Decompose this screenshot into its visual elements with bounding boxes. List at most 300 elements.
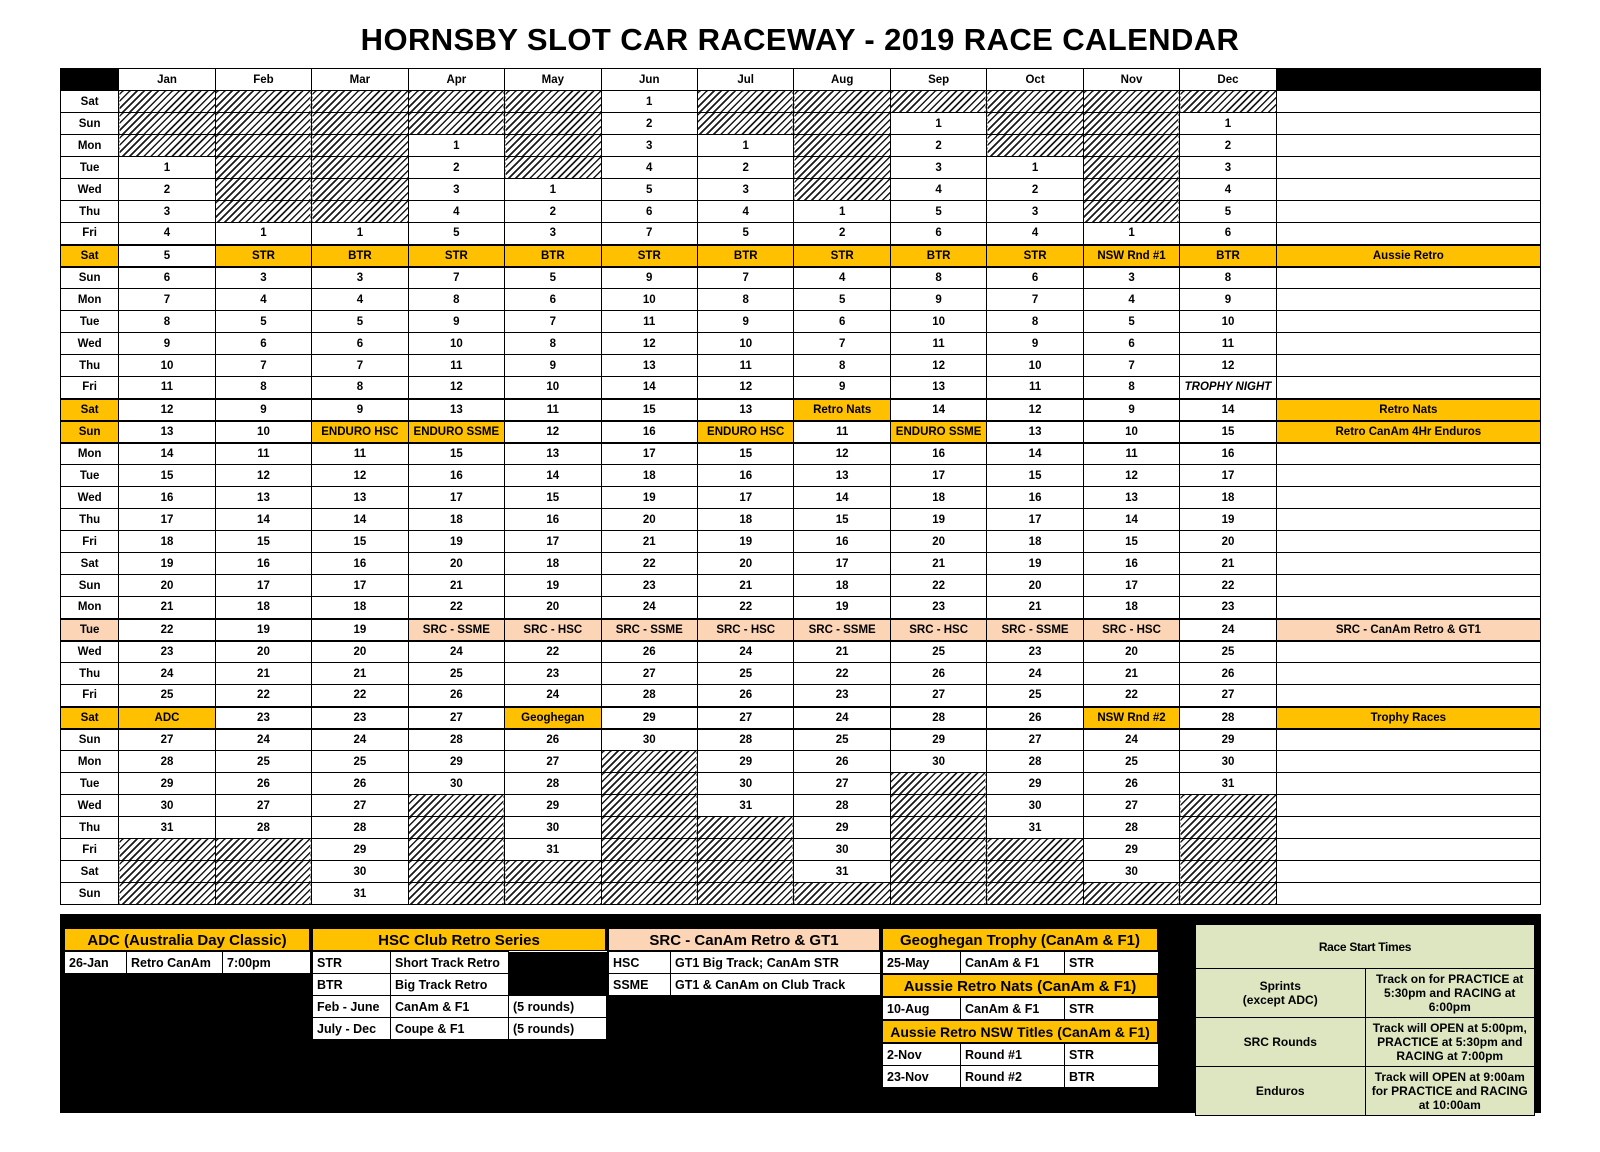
date-cell: 23 xyxy=(987,641,1083,663)
date-cell: 18 xyxy=(987,531,1083,553)
legend-geoghegan-row xyxy=(883,952,1159,974)
date-cell: 19 xyxy=(408,531,504,553)
race-calendar-table xyxy=(60,68,1541,905)
event-cell: NSW Rnd #2 xyxy=(1083,707,1179,729)
note-cell-event: Retro CanAm 4Hr Enduros xyxy=(1276,421,1540,443)
date-cell: 17 xyxy=(505,531,601,553)
date-cell: 31 xyxy=(1180,773,1276,795)
no-day-cell xyxy=(601,817,697,839)
date-cell: 27 xyxy=(215,795,311,817)
weekday-label: Tue xyxy=(61,773,119,795)
note-cell-empty xyxy=(1276,531,1540,553)
weekday-label: Mon xyxy=(61,135,119,157)
legend-src-cell: GT1 Big Track; CanAm STR xyxy=(671,952,881,974)
date-cell: 29 xyxy=(408,751,504,773)
month-header-oct: Oct xyxy=(987,69,1083,91)
date-cell: 9 xyxy=(1180,289,1276,311)
date-cell: 6 xyxy=(794,311,890,333)
date-cell: 13 xyxy=(697,399,793,421)
date-cell: 10 xyxy=(601,289,697,311)
date-cell: 23 xyxy=(119,641,215,663)
legend-aussie-nats-cell: STR xyxy=(1065,998,1159,1020)
no-day-cell xyxy=(1083,883,1179,905)
weekday-label: Thu xyxy=(61,817,119,839)
date-cell: 10 xyxy=(215,421,311,443)
legend-hsc-cell: (5 rounds) xyxy=(509,996,607,1018)
calendar-row-7 xyxy=(61,245,1541,267)
date-cell: 20 xyxy=(505,597,601,619)
date-cell: 13 xyxy=(215,487,311,509)
date-cell: 24 xyxy=(505,685,601,707)
calendar-row-32 xyxy=(61,795,1541,817)
date-cell: 3 xyxy=(408,179,504,201)
no-day-cell xyxy=(119,861,215,883)
no-day-cell xyxy=(697,861,793,883)
no-day-cell xyxy=(215,157,311,179)
date-cell: 11 xyxy=(1180,333,1276,355)
legend-aussie-nsw-cell: 23-Nov xyxy=(883,1066,961,1088)
note-cell-event: SRC - CanAm Retro & GT1 xyxy=(1276,619,1540,641)
event-cell: SRC - SSME xyxy=(601,619,697,641)
date-cell: 4 xyxy=(1083,289,1179,311)
event-cell: SRC - HSC xyxy=(505,619,601,641)
legend-hsc-cell: Big Track Retro xyxy=(391,974,509,996)
date-cell: 6 xyxy=(1083,333,1179,355)
calendar-row-8 xyxy=(61,267,1541,289)
date-cell: 15 xyxy=(408,443,504,465)
date-cell: 5 xyxy=(215,311,311,333)
legend-hsc-row xyxy=(313,952,607,974)
date-cell: 30 xyxy=(697,773,793,795)
calendar-row-3 xyxy=(61,157,1541,179)
date-cell: 22 xyxy=(505,641,601,663)
date-cell: 14 xyxy=(312,509,408,531)
date-cell: 28 xyxy=(312,817,408,839)
date-cell: 9 xyxy=(119,333,215,355)
note-cell-empty xyxy=(1276,575,1540,597)
no-day-cell xyxy=(1180,817,1276,839)
no-day-cell xyxy=(890,773,986,795)
date-cell: 2 xyxy=(119,179,215,201)
date-cell: 15 xyxy=(119,465,215,487)
date-cell: 17 xyxy=(408,487,504,509)
weekday-label: Thu xyxy=(61,201,119,223)
date-cell: 28 xyxy=(794,795,890,817)
date-cell: 13 xyxy=(505,443,601,465)
no-day-cell xyxy=(312,157,408,179)
legend-adc-cell: 7:00pm xyxy=(223,952,311,974)
date-cell: 22 xyxy=(794,663,890,685)
no-day-cell xyxy=(1180,883,1276,905)
no-day-cell xyxy=(601,861,697,883)
date-cell: 29 xyxy=(119,773,215,795)
month-header-jun: Jun xyxy=(601,69,697,91)
no-day-cell xyxy=(215,883,311,905)
legend-hsc xyxy=(312,928,606,1040)
date-cell: 9 xyxy=(1083,399,1179,421)
date-cell: 17 xyxy=(987,509,1083,531)
date-cell: 14 xyxy=(987,443,1083,465)
date-cell: 1 xyxy=(890,113,986,135)
date-cell: 28 xyxy=(1180,707,1276,729)
legend-hsc-row xyxy=(313,1018,607,1040)
legend-hsc-title: HSC Club Retro Series xyxy=(312,928,606,951)
date-cell: 18 xyxy=(1180,487,1276,509)
date-cell: 28 xyxy=(697,729,793,751)
legend-aussie-nsw-cell: BTR xyxy=(1065,1066,1159,1088)
note-cell-empty xyxy=(1276,443,1540,465)
event-cell: BTR xyxy=(890,245,986,267)
date-cell: 19 xyxy=(215,619,311,641)
date-cell: 28 xyxy=(215,817,311,839)
weekday-label: Sat xyxy=(61,553,119,575)
date-cell: 3 xyxy=(987,201,1083,223)
no-day-cell xyxy=(697,817,793,839)
weekday-label: Fri xyxy=(61,223,119,245)
date-cell: 27 xyxy=(601,663,697,685)
date-cell: 26 xyxy=(312,773,408,795)
date-cell: 2 xyxy=(987,179,1083,201)
legend-src-cell: SSME xyxy=(609,974,671,996)
date-cell: 5 xyxy=(1180,201,1276,223)
weekday-label: Sun xyxy=(61,421,119,443)
date-cell: 5 xyxy=(408,223,504,245)
page-title: HORNSBY SLOT CAR RACEWAY - 2019 RACE CALENDAR xyxy=(360,22,1240,57)
weekday-label: Wed xyxy=(61,487,119,509)
date-cell: 28 xyxy=(505,773,601,795)
no-day-cell xyxy=(408,113,504,135)
calendar-row-9 xyxy=(61,289,1541,311)
date-cell: 17 xyxy=(215,575,311,597)
calendar-row-27 xyxy=(61,685,1541,707)
date-cell: 11 xyxy=(505,399,601,421)
date-cell: 26 xyxy=(1180,663,1276,685)
date-cell: 13 xyxy=(119,421,215,443)
calendar-row-2 xyxy=(61,135,1541,157)
date-cell: 19 xyxy=(505,575,601,597)
month-header-may: May xyxy=(505,69,601,91)
date-cell: 11 xyxy=(697,355,793,377)
date-cell: 14 xyxy=(505,465,601,487)
date-cell: 30 xyxy=(890,751,986,773)
date-cell: 12 xyxy=(697,377,793,399)
legend-adc xyxy=(64,928,310,974)
date-cell: 23 xyxy=(890,597,986,619)
date-cell: 26 xyxy=(1083,773,1179,795)
date-cell: 7 xyxy=(215,355,311,377)
date-cell: 3 xyxy=(890,157,986,179)
date-cell: 25 xyxy=(1180,641,1276,663)
date-cell: 12 xyxy=(601,333,697,355)
date-cell: 10 xyxy=(697,333,793,355)
event-cell: STR xyxy=(794,245,890,267)
calendar-row-35 xyxy=(61,861,1541,883)
no-day-cell xyxy=(119,91,215,113)
no-day-cell xyxy=(312,91,408,113)
race-start-times-label: Sprints (except ADC) xyxy=(1196,969,1366,1018)
no-day-cell xyxy=(1083,157,1179,179)
event-cell: STR xyxy=(408,245,504,267)
date-cell: 14 xyxy=(119,443,215,465)
date-cell: 21 xyxy=(601,531,697,553)
calendar-row-30 xyxy=(61,751,1541,773)
month-header-jul: Jul xyxy=(697,69,793,91)
note-cell-empty xyxy=(1276,113,1540,135)
date-cell: 13 xyxy=(890,377,986,399)
no-day-cell xyxy=(408,91,504,113)
legend-geoghegan-table xyxy=(882,951,1159,974)
date-cell: 28 xyxy=(987,751,1083,773)
date-cell: 16 xyxy=(794,531,890,553)
date-cell: 23 xyxy=(215,707,311,729)
date-cell: 30 xyxy=(794,839,890,861)
date-cell: 14 xyxy=(890,399,986,421)
date-cell: 15 xyxy=(601,399,697,421)
date-cell: 3 xyxy=(1083,267,1179,289)
month-header-feb: Feb xyxy=(215,69,311,91)
date-cell: 2 xyxy=(794,223,890,245)
note-cell-empty xyxy=(1276,729,1540,751)
calendar-row-19 xyxy=(61,509,1541,531)
date-cell: 16 xyxy=(215,553,311,575)
date-cell: 21 xyxy=(697,575,793,597)
no-day-cell xyxy=(987,883,1083,905)
note-cell-empty xyxy=(1276,157,1540,179)
no-day-cell xyxy=(987,135,1083,157)
date-cell: 8 xyxy=(408,289,504,311)
date-cell: 10 xyxy=(890,311,986,333)
race-start-times-label: SRC Rounds xyxy=(1196,1018,1366,1067)
calendar-body xyxy=(61,91,1541,905)
date-cell: 3 xyxy=(215,267,311,289)
date-cell: 19 xyxy=(697,531,793,553)
date-cell: 7 xyxy=(697,267,793,289)
date-cell: 7 xyxy=(1083,355,1179,377)
date-cell: 25 xyxy=(119,685,215,707)
date-cell: 3 xyxy=(312,267,408,289)
date-cell: 19 xyxy=(1180,509,1276,531)
date-cell: 29 xyxy=(697,751,793,773)
legend-aussie-nats-cell: 10-Aug xyxy=(883,998,961,1020)
date-cell: 27 xyxy=(794,773,890,795)
date-cell: 4 xyxy=(890,179,986,201)
weekday-label: Sat xyxy=(61,245,119,267)
event-cell: ADC xyxy=(119,707,215,729)
calendar-row-16 xyxy=(61,443,1541,465)
date-cell: 12 xyxy=(794,443,890,465)
no-day-cell xyxy=(215,201,311,223)
weekday-label: Sat xyxy=(61,861,119,883)
date-cell: 22 xyxy=(1083,685,1179,707)
month-header-mar: Mar xyxy=(312,69,408,91)
no-day-cell xyxy=(505,113,601,135)
month-header-dec: Dec xyxy=(1180,69,1276,91)
race-start-times-description: Track on for PRACTICE at 5:30pm and RACING at 6:00pm xyxy=(1365,969,1535,1018)
date-cell: 5 xyxy=(505,267,601,289)
event-cell: SRC - HSC xyxy=(697,619,793,641)
calendar-row-14 xyxy=(61,399,1541,421)
date-cell: 26 xyxy=(987,707,1083,729)
date-cell: 16 xyxy=(601,421,697,443)
legend-aussie-nsw-table xyxy=(882,1043,1159,1088)
date-cell: 28 xyxy=(408,729,504,751)
event-cell: SRC - SSME xyxy=(408,619,504,641)
no-day-cell xyxy=(408,795,504,817)
no-day-cell xyxy=(890,817,986,839)
month-header-sep: Sep xyxy=(890,69,986,91)
no-day-cell xyxy=(1083,113,1179,135)
date-cell: 14 xyxy=(215,509,311,531)
note-cell-empty xyxy=(1276,509,1540,531)
no-day-cell xyxy=(697,113,793,135)
no-day-cell xyxy=(119,883,215,905)
date-cell: 4 xyxy=(215,289,311,311)
date-cell: 16 xyxy=(987,487,1083,509)
date-cell: 8 xyxy=(987,311,1083,333)
note-cell-event: Trophy Races xyxy=(1276,707,1540,729)
date-cell: 15 xyxy=(215,531,311,553)
no-day-cell xyxy=(215,839,311,861)
date-cell: 22 xyxy=(215,685,311,707)
legend-hsc-row xyxy=(313,974,607,996)
note-cell-empty xyxy=(1276,179,1540,201)
date-cell: 18 xyxy=(890,487,986,509)
date-cell: 3 xyxy=(119,201,215,223)
date-cell: 31 xyxy=(312,883,408,905)
legend-aussie-nsw-cell: 2-Nov xyxy=(883,1044,961,1066)
no-day-cell xyxy=(1180,861,1276,883)
date-cell: 25 xyxy=(215,751,311,773)
date-cell: 31 xyxy=(697,795,793,817)
legend-hsc-cell: BTR xyxy=(313,974,391,996)
note-cell-event: Aussie Retro xyxy=(1276,245,1540,267)
note-cell-empty xyxy=(1276,751,1540,773)
date-cell: 26 xyxy=(697,685,793,707)
weekday-label: Sat xyxy=(61,707,119,729)
no-day-cell xyxy=(1083,201,1179,223)
date-cell: 6 xyxy=(119,267,215,289)
date-cell: 6 xyxy=(505,289,601,311)
date-cell: 30 xyxy=(505,817,601,839)
legend-adc-table xyxy=(64,951,311,974)
no-day-cell xyxy=(987,91,1083,113)
date-cell: 21 xyxy=(408,575,504,597)
date-cell: 4 xyxy=(794,267,890,289)
calendar-row-20 xyxy=(61,531,1541,553)
date-cell: 27 xyxy=(408,707,504,729)
legend-aussie-nats-title: Aussie Retro Nats (CanAm & F1) xyxy=(882,974,1158,997)
calendar-row-5 xyxy=(61,201,1541,223)
event-cell: SRC - HSC xyxy=(1083,619,1179,641)
date-cell: 22 xyxy=(119,619,215,641)
date-cell: 20 xyxy=(890,531,986,553)
date-cell: 20 xyxy=(1083,641,1179,663)
date-cell: 1 xyxy=(697,135,793,157)
legend-aussie-nsw-title: Aussie Retro NSW Titles (CanAm & F1) xyxy=(882,1020,1158,1043)
date-cell: 8 xyxy=(1180,267,1276,289)
date-cell: 18 xyxy=(697,509,793,531)
no-day-cell xyxy=(890,839,986,861)
date-cell: 11 xyxy=(794,421,890,443)
note-cell-empty xyxy=(1276,465,1540,487)
event-cell: STR xyxy=(601,245,697,267)
date-cell: 17 xyxy=(601,443,697,465)
date-cell: 23 xyxy=(1180,597,1276,619)
date-cell: 24 xyxy=(601,597,697,619)
date-cell: 16 xyxy=(119,487,215,509)
date-cell: 24 xyxy=(408,641,504,663)
note-cell-empty xyxy=(1276,311,1540,333)
note-cell-empty xyxy=(1276,135,1540,157)
race-start-times-row xyxy=(1196,969,1535,1018)
date-cell: 13 xyxy=(794,465,890,487)
note-cell-empty xyxy=(1276,685,1540,707)
no-day-cell xyxy=(408,883,504,905)
date-cell: 9 xyxy=(215,399,311,421)
note-cell-empty xyxy=(1276,377,1540,399)
event-cell: Geoghegan xyxy=(505,707,601,729)
date-cell: 15 xyxy=(794,509,890,531)
date-cell: 5 xyxy=(601,179,697,201)
event-cell: STR xyxy=(215,245,311,267)
date-cell: 16 xyxy=(890,443,986,465)
date-cell: 4 xyxy=(987,223,1083,245)
date-cell: 17 xyxy=(890,465,986,487)
no-day-cell xyxy=(505,135,601,157)
date-cell: 10 xyxy=(1083,421,1179,443)
date-cell: 22 xyxy=(1180,575,1276,597)
legend-hsc-row xyxy=(313,996,607,1018)
date-cell: 18 xyxy=(601,465,697,487)
no-day-cell xyxy=(601,773,697,795)
legend-hsc-cell xyxy=(509,952,607,974)
date-cell: 22 xyxy=(312,685,408,707)
no-day-cell xyxy=(697,883,793,905)
no-day-cell xyxy=(215,179,311,201)
weekday-label: Sun xyxy=(61,883,119,905)
date-cell: 5 xyxy=(697,223,793,245)
weekday-label: Fri xyxy=(61,377,119,399)
weekday-label: Thu xyxy=(61,663,119,685)
date-cell: 16 xyxy=(1180,443,1276,465)
date-cell: 14 xyxy=(1180,399,1276,421)
date-cell: 19 xyxy=(601,487,697,509)
weekday-label: Tue xyxy=(61,157,119,179)
date-cell: 19 xyxy=(312,619,408,641)
date-cell: 1 xyxy=(1180,113,1276,135)
legend-aussie-nats-cell: CanAm & F1 xyxy=(961,998,1065,1020)
date-cell: 16 xyxy=(505,509,601,531)
weekday-label: Sun xyxy=(61,729,119,751)
calendar-row-0 xyxy=(61,91,1541,113)
calendar-row-34 xyxy=(61,839,1541,861)
legend-src-table xyxy=(608,951,881,996)
no-day-cell xyxy=(601,751,697,773)
date-cell: 10 xyxy=(1180,311,1276,333)
race-start-times-heading: Race Start Times xyxy=(1196,925,1535,969)
date-cell: 1 xyxy=(505,179,601,201)
date-cell: 14 xyxy=(794,487,890,509)
date-cell: 22 xyxy=(890,575,986,597)
date-cell: 31 xyxy=(119,817,215,839)
legend-aussie-nsw-row xyxy=(883,1066,1159,1088)
date-cell: 6 xyxy=(312,333,408,355)
date-cell: 18 xyxy=(794,575,890,597)
date-cell: 24 xyxy=(1083,729,1179,751)
no-day-cell xyxy=(697,839,793,861)
date-cell: 6 xyxy=(215,333,311,355)
date-cell: 30 xyxy=(1180,751,1276,773)
